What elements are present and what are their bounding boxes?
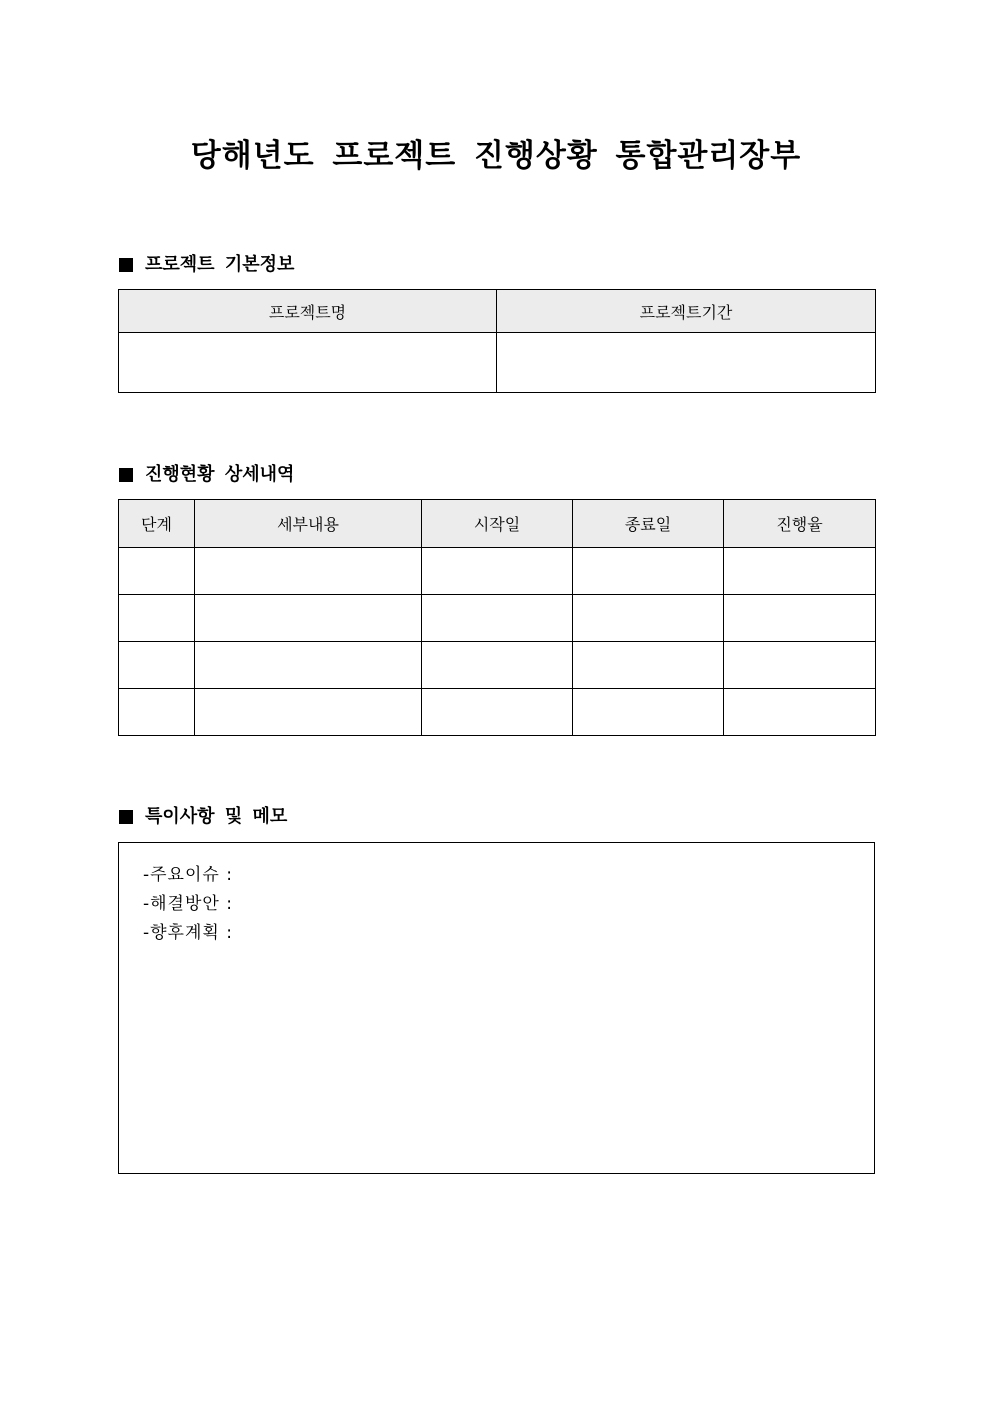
details-cell[interactable] <box>195 595 422 642</box>
square-bullet-icon <box>119 468 133 482</box>
table-row <box>119 548 876 595</box>
section-heading-progress <box>119 463 294 487</box>
table-row <box>119 642 876 689</box>
memo-lines <box>143 861 233 948</box>
progress-rate-cell[interactable] <box>724 595 876 642</box>
page-title: 당해년도 프로젝트 진행상황 통합관리장부 <box>190 138 802 174</box>
table-header-row <box>119 500 876 548</box>
section-heading-label: 프로젝트 기본정보 <box>145 254 295 275</box>
end-date-cell[interactable] <box>573 595 724 642</box>
details-cell[interactable] <box>195 642 422 689</box>
project-name-cell[interactable] <box>119 333 497 393</box>
section-heading-label: 특이사항 및 메모 <box>145 806 288 827</box>
details-cell[interactable] <box>195 548 422 595</box>
project-period-cell[interactable] <box>497 333 876 393</box>
column-header-details: 세부내용 <box>195 500 422 548</box>
details-cell[interactable] <box>195 689 422 736</box>
stage-cell[interactable] <box>119 548 195 595</box>
start-date-cell[interactable] <box>422 595 573 642</box>
table-row <box>119 333 876 393</box>
column-header-project-period: 프로젝트기간 <box>497 290 876 333</box>
square-bullet-icon <box>119 810 133 824</box>
section-heading-basic-info <box>119 253 294 277</box>
progress-rate-cell[interactable] <box>724 548 876 595</box>
progress-table <box>118 499 876 736</box>
start-date-cell[interactable] <box>422 689 573 736</box>
end-date-cell[interactable] <box>573 642 724 689</box>
start-date-cell[interactable] <box>422 548 573 595</box>
square-bullet-icon <box>119 258 133 272</box>
column-header-end-date: 종료일 <box>573 500 724 548</box>
table-row <box>119 595 876 642</box>
basic-info-table <box>118 289 876 393</box>
section-heading-memo <box>119 805 287 829</box>
column-header-progress-rate: 진행율 <box>724 500 876 548</box>
progress-rate-cell[interactable] <box>724 689 876 736</box>
memo-line-solutions: -해결방안 : <box>143 894 233 914</box>
stage-cell[interactable] <box>119 689 195 736</box>
table-header-row <box>119 290 876 333</box>
column-header-start-date: 시작일 <box>422 500 573 548</box>
column-header-stage: 단계 <box>119 500 195 548</box>
end-date-cell[interactable] <box>573 548 724 595</box>
end-date-cell[interactable] <box>573 689 724 736</box>
memo-line-key-issues: -주요이슈 : <box>143 865 233 885</box>
memo-line-future-plans: -향후계획 : <box>143 923 233 943</box>
table-row <box>119 689 876 736</box>
start-date-cell[interactable] <box>422 642 573 689</box>
memo-box[interactable] <box>118 842 875 1174</box>
progress-rate-cell[interactable] <box>724 642 876 689</box>
stage-cell[interactable] <box>119 595 195 642</box>
stage-cell[interactable] <box>119 642 195 689</box>
section-heading-label: 진행현황 상세내역 <box>145 464 295 485</box>
column-header-project-name: 프로젝트명 <box>119 290 497 333</box>
